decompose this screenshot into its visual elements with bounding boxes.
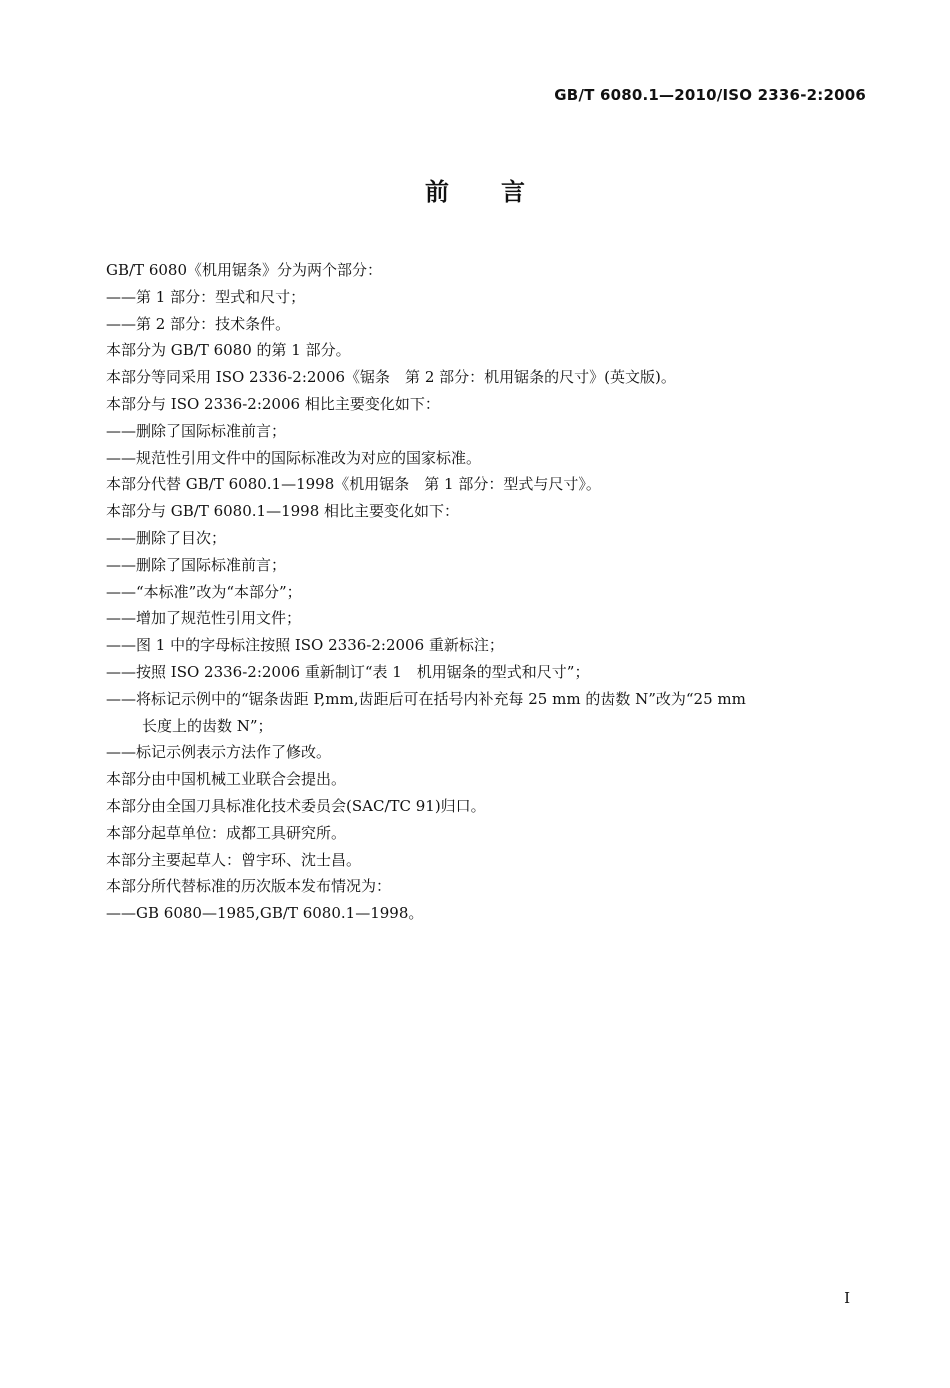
text-line: 本部分由中国机械工业联合会提出。 — [106, 770, 347, 789]
text-line: 本部分为 GB/T 6080 的第 1 部分。 — [106, 341, 351, 360]
list-item-continuation: 长度上的齿数 N”； — [142, 716, 273, 735]
list-item: ——删除了国际标准前言； — [106, 421, 287, 440]
text-line: 本部分由全国刀具标准化技术委员会(SAC/TC 91)归口。 — [106, 796, 486, 815]
list-item: ——将标记示例中的“锯条齿距 P,mm,齿距后可在括号内补充每 25 mm 的齿数 N”改为“25 mm — [106, 689, 746, 708]
list-item: ——删除了国际标准前言； — [106, 555, 287, 574]
text-line: 本部分主要起草人：曾宇环、沈士昌。 — [106, 850, 362, 869]
list-item: ——第 1 部分：型式和尺寸； — [106, 287, 306, 306]
text-line: 本部分起草单位：成都工具研究所。 — [106, 823, 347, 842]
list-item: ——图 1 中的字母标注按照 ISO 2336-2:2006 重新标注； — [106, 636, 504, 655]
text-line: 本部分等同采用 ISO 2336-2:2006《锯条 第 2 部分：机用锯条的尺寸》(英文版)。 — [106, 368, 676, 387]
text-line: 本部分所代替标准的历次版本发布情况为： — [106, 877, 392, 896]
list-item: ——规范性引用文件中的国际标准改为对应的国家标准。 — [106, 448, 482, 467]
list-item: ——增加了规范性引用文件； — [106, 609, 302, 628]
text-line: 本部分与 ISO 2336-2:2006 相比主要变化如下： — [106, 394, 440, 413]
list-item: ——按照 ISO 2336-2:2006 重新制订“表 1 机用锯条的型式和尺寸”； — [106, 662, 590, 681]
foreword-body — [106, 257, 876, 927]
page-number: I — [844, 1289, 850, 1307]
list-item: ——GB 6080—1985,GB/T 6080.1—1998。 — [106, 904, 424, 923]
page-title: 前言 — [425, 178, 577, 206]
list-item: ——第 2 部分：技术条件。 — [106, 314, 291, 333]
text-line: 本部分与 GB/T 6080.1—1998 相比主要变化如下： — [106, 502, 460, 521]
text-line: 本部分代替 GB/T 6080.1—1998《机用锯条 第 1 部分：型式与尺寸》。 — [106, 475, 601, 494]
text-line: GB/T 6080《机用锯条》分为两个部分： — [106, 261, 383, 279]
list-item: ——“本标准”改为“本部分”； — [106, 582, 302, 601]
standard-code: GB/T 6080.1—2010/ISO 2336-2:2006 — [554, 86, 866, 104]
list-item: ——标记示例表示方法作了修改。 — [106, 743, 332, 762]
list-item: ——删除了目次； — [106, 528, 227, 547]
